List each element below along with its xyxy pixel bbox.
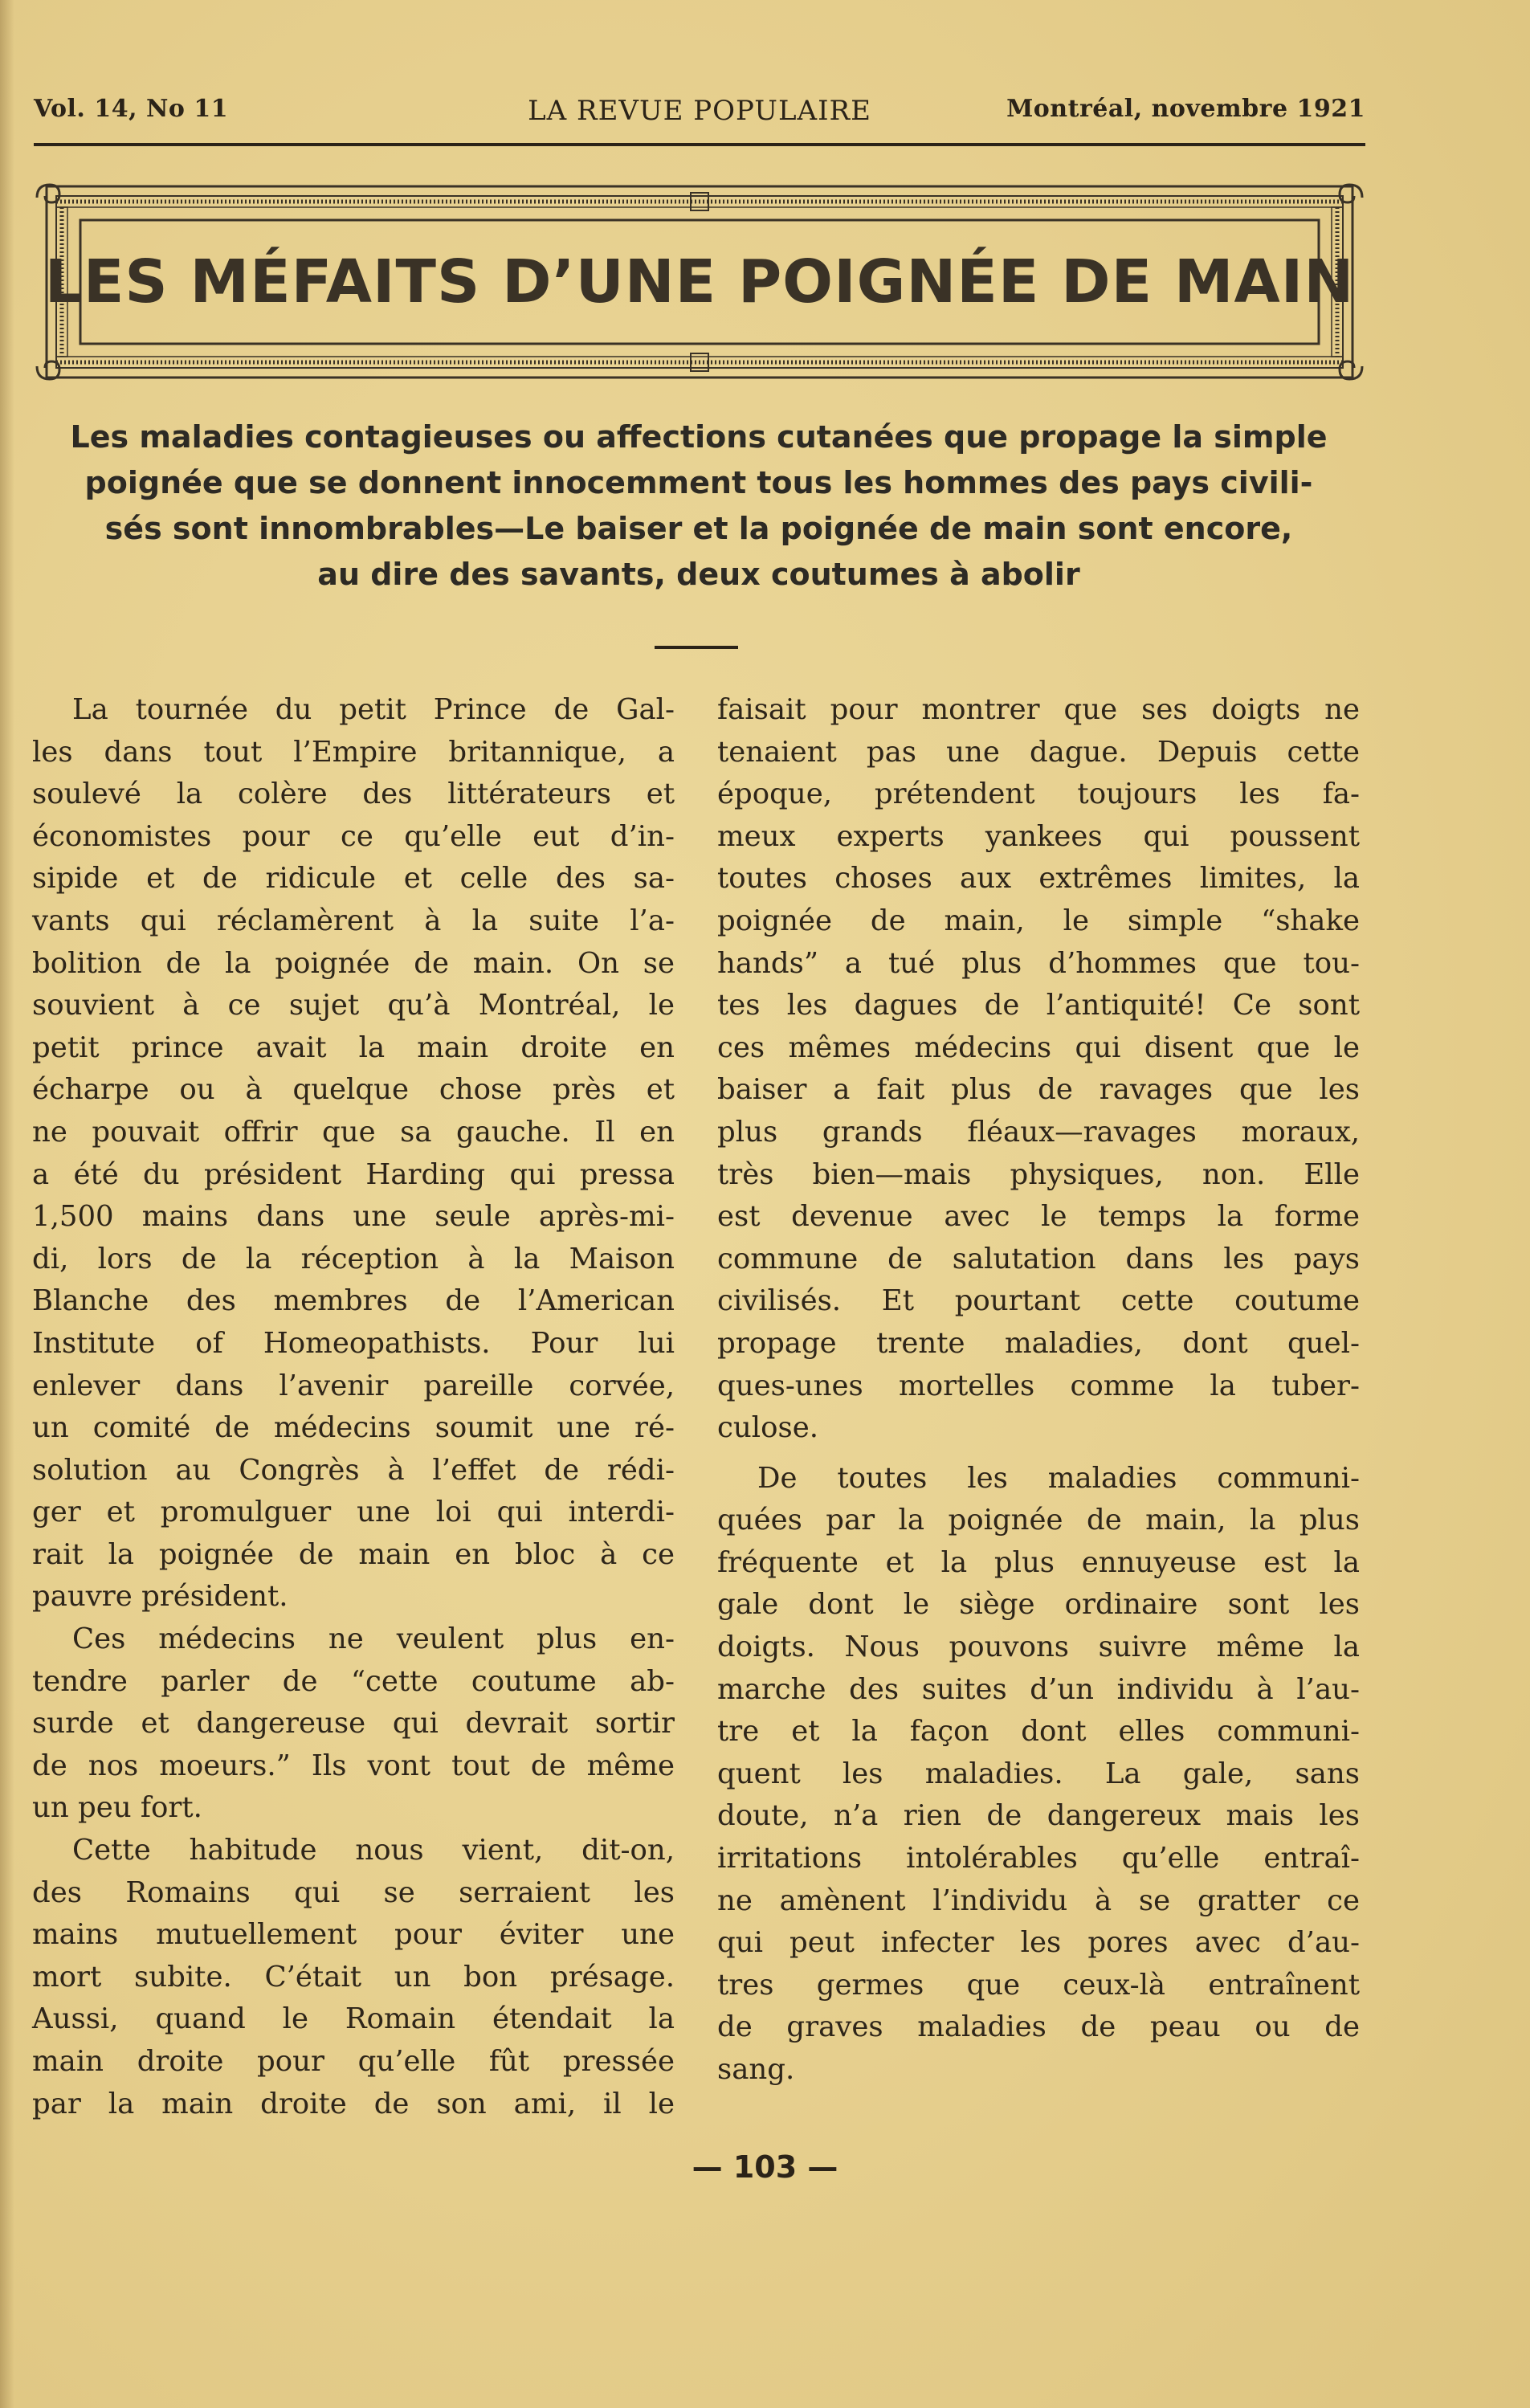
text-line: gale dont le siège ordinaire sont les	[717, 1588, 1360, 1622]
subtitle-line: au dire des savants, deux coutumes à abolir	[317, 557, 1080, 592]
text-line: bolition de la poignée de main. On se	[32, 946, 675, 980]
text-line: souvient à ce sujet qu’à Montréal, le	[32, 989, 675, 1022]
text-line: propage trente maladies, dont quel-	[717, 1326, 1360, 1360]
text-line: Blanche des membres de l’American	[32, 1284, 675, 1318]
text-line: tenaient pas une dague. Depuis cette	[717, 735, 1360, 769]
text-line: civilisés. Et pourtant cette coutume	[717, 1284, 1360, 1318]
text-line: petit prince avait la main droite en	[32, 1031, 675, 1064]
text-line: 1,500 mains dans une seule après-mi-	[32, 1200, 675, 1234]
text-line: rait la poignée de main en bloc à ce	[32, 1537, 675, 1571]
text-line: plus grands fléaux—ravages moraux,	[717, 1115, 1360, 1149]
text-line: tre et la façon dont elles communi-	[717, 1715, 1360, 1749]
text-line: les dans tout l’Empire britannique, a	[32, 735, 675, 769]
right-column	[717, 689, 1360, 2092]
text-line: fréquente et la plus ennuyeuse est la	[717, 1545, 1360, 1579]
text-line: quent les maladies. La gale, sans	[717, 1757, 1360, 1790]
text-line: sipide et de ridicule et celle des sa-	[32, 862, 675, 896]
text-line: vants qui réclamèrent à la suite l’a-	[32, 904, 675, 937]
place-date: Montréal, novembre 1921	[1006, 95, 1365, 123]
text-line: solution au Congrès à l’effet de rédi-	[32, 1453, 675, 1487]
text-line: un peu fort.	[32, 1791, 202, 1825]
subtitle-line: Les maladies contagieuses ou affections cutanées que propage la simple	[70, 419, 1328, 455]
subtitle-line: poignée que se donnent innocemment tous les hommes des pays civili-	[84, 465, 1313, 500]
publication-name: LA REVUE POPULAIRE	[528, 95, 871, 127]
text-line: Ces médecins ne veulent plus en-	[72, 1622, 675, 1656]
text-line: mains mutuellement pour éviter une	[32, 1918, 675, 1952]
text-line: ques-unes mortelles comme la tuber-	[717, 1369, 1360, 1402]
text-line: meux experts yankees qui poussent	[717, 819, 1360, 853]
text-line: tres germes que ceux-là entraînent	[717, 1968, 1360, 2002]
text-line: a été du président Harding qui pressa	[32, 1157, 675, 1191]
text-line: mort subite. C’était un bon présage.	[32, 1960, 675, 1994]
left-column	[32, 689, 675, 2125]
section-separator	[655, 646, 738, 649]
text-line: surde et dangereuse qui devrait sortir	[32, 1707, 675, 1741]
text-line: culose.	[717, 1411, 818, 1445]
header-rule	[34, 143, 1365, 146]
text-line: sang.	[717, 2053, 795, 2086]
text-line: des Romains qui se serraient les	[32, 1875, 675, 1909]
text-line: écharpe ou à quelque chose près et	[32, 1073, 675, 1107]
text-line: baiser a fait plus de ravages que les	[717, 1073, 1360, 1107]
text-line: Institute of Homeopathists. Pour lui	[32, 1326, 675, 1360]
text-line: doute, n’a rien de dangereux mais les	[717, 1799, 1360, 1833]
text-line: irritations intolérables qu’elle entraî-	[717, 1842, 1360, 1875]
text-line: économistes pour ce qu’elle eut d’in-	[32, 819, 675, 853]
text-line: enlever dans l’avenir pareille corvée,	[32, 1369, 675, 1402]
title-frame	[32, 182, 1367, 382]
text-line: tes les dagues de l’antiquité! Ce sont	[717, 989, 1360, 1022]
text-line: Aussi, quand le Romain étendait la	[32, 2002, 675, 2036]
text-line: marche des suites d’un individu à l’au-	[717, 1672, 1360, 1706]
text-line: ger et promulguer une loi qui interdi-	[32, 1496, 675, 1529]
article-title: LES MÉFAITS D’UNE POIGNÉE DE MAIN	[44, 247, 1355, 316]
page-number: — 103 —	[692, 2149, 838, 2185]
text-line: Cette habitude nous vient, dit-on,	[72, 1834, 675, 1867]
text-line: un comité de médecins soumit une ré-	[32, 1411, 675, 1445]
article-subtitle	[32, 414, 1365, 598]
text-line: pauvre président.	[32, 1580, 288, 1614]
text-line: ne pouvait offrir que sa gauche. Il en	[32, 1115, 675, 1149]
text-line: tendre parler de “cette coutume ab-	[32, 1664, 675, 1698]
text-line: poignée de main, le simple “shake	[717, 904, 1360, 937]
text-line: par la main droite de son ami, il le	[32, 2087, 675, 2120]
text-line: est devenue avec le temps la forme	[717, 1200, 1360, 1234]
text-line: La tournée du petit Prince de Gal-	[72, 693, 675, 726]
running-header	[34, 87, 1365, 135]
text-line: toutes choses aux extrêmes limites, la	[717, 862, 1360, 896]
subtitle-line: sés sont innombrables—Le baiser et la poignée de main sont encore,	[104, 511, 1293, 546]
text-line: quées par la poignée de main, la plus	[717, 1504, 1360, 1537]
text-line: De toutes les maladies communi-	[757, 1461, 1360, 1495]
text-line: qui peut infecter les pores avec d’au-	[717, 1926, 1360, 1960]
text-line: très bien—mais physiques, non. Elle	[717, 1157, 1360, 1191]
text-line: main droite pour qu’elle fût pressée	[32, 2045, 675, 2078]
text-line: époque, prétendent toujours les fa-	[717, 777, 1360, 811]
volume-number: Vol. 14, No 11	[34, 95, 229, 123]
text-line: doigts. Nous pouvons suivre même la	[717, 1631, 1360, 1664]
spine-shadow	[0, 0, 14, 2408]
text-line: ces mêmes médecins qui disent que le	[717, 1031, 1360, 1064]
text-line: hands” a tué plus d’hommes que tou-	[717, 946, 1360, 980]
text-line: di, lors de la réception à la Maison	[32, 1242, 675, 1275]
text-line: de nos moeurs.” Ils vont tout de même	[32, 1749, 675, 1782]
text-line: ne amènent l’individu à se gratter ce	[717, 1884, 1360, 1917]
text-line: commune de salutation dans les pays	[717, 1242, 1360, 1275]
text-line: faisait pour montrer que ses doigts ne	[717, 693, 1360, 726]
text-line: de graves maladies de peau ou de	[717, 2010, 1360, 2044]
text-line: soulevé la colère des littérateurs et	[32, 777, 675, 811]
